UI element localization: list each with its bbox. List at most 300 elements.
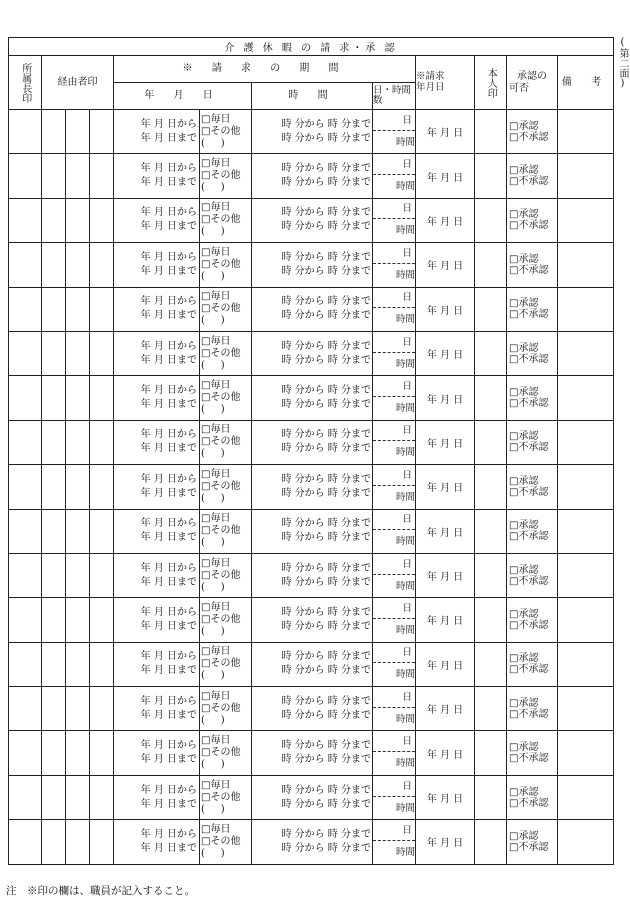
remarks-cell[interactable] — [558, 376, 614, 420]
request-date-cell[interactable]: 年 月 日 — [416, 331, 475, 375]
via-seal-cell[interactable] — [66, 110, 90, 154]
via-seal-cell[interactable] — [42, 331, 66, 375]
approval-cell[interactable] — [507, 509, 558, 553]
date-from-text: 年 月 日から — [140, 695, 197, 707]
self-seal-cell[interactable] — [475, 731, 507, 775]
day-option-cell[interactable] — [200, 731, 252, 775]
section-chief-seal-cell[interactable] — [9, 376, 42, 420]
checkbox-daily[interactable]: □毎日 — [201, 779, 231, 791]
other-paren-field[interactable]: ( ) — [201, 537, 225, 549]
self-seal-cell[interactable] — [475, 287, 507, 331]
request-date-cell[interactable]: 年 月 日 — [416, 465, 475, 509]
days-hours-cell[interactable] — [373, 198, 416, 242]
checkbox-daily[interactable]: □毎日 — [201, 202, 231, 214]
via-seal-cell[interactable] — [42, 287, 66, 331]
time-range-cell[interactable] — [252, 331, 373, 375]
section-chief-seal-cell[interactable] — [9, 465, 42, 509]
days-hours-cell[interactable] — [373, 820, 416, 864]
via-seal-cell[interactable] — [90, 243, 114, 287]
time-line-2: 時 分から 時 分まで — [281, 310, 371, 322]
form-row — [9, 154, 614, 198]
date-range-cell[interactable] — [114, 110, 200, 154]
checkbox-other[interactable]: □その他 — [201, 658, 241, 670]
via-seal-cell[interactable] — [66, 154, 90, 198]
days-hours-cell[interactable] — [373, 509, 416, 553]
other-paren-field[interactable]: ( ) — [201, 492, 225, 504]
other-paren-field[interactable]: ( ) — [201, 448, 225, 460]
self-seal-cell[interactable] — [475, 598, 507, 642]
checkbox-approved[interactable]: □承認 — [509, 387, 539, 399]
day-option-cell[interactable] — [200, 287, 252, 331]
date-range-cell[interactable] — [114, 687, 200, 731]
request-date-cell[interactable]: 年 月 日 — [416, 243, 475, 287]
day-option-cell[interactable] — [200, 642, 252, 686]
time-range-cell[interactable] — [252, 553, 373, 597]
other-paren-field[interactable]: ( ) — [201, 182, 225, 194]
time-range-cell[interactable] — [252, 598, 373, 642]
remarks-cell[interactable] — [558, 642, 614, 686]
section-chief-seal-cell[interactable] — [9, 154, 42, 198]
checkbox-approved[interactable]: □承認 — [509, 475, 539, 487]
approval-cell[interactable] — [507, 376, 558, 420]
approval-cell[interactable] — [507, 465, 558, 509]
via-seal-cell[interactable] — [66, 376, 90, 420]
checkbox-daily[interactable]: □毎日 — [201, 380, 231, 392]
checkbox-approved[interactable]: □承認 — [509, 120, 539, 132]
via-seal-cell[interactable] — [42, 420, 66, 464]
self-seal-cell[interactable] — [475, 687, 507, 731]
via-seal-cell[interactable] — [66, 420, 90, 464]
via-seal-cell[interactable] — [42, 465, 66, 509]
date-from-text: 年 月 日から — [140, 606, 197, 618]
self-seal-cell[interactable] — [475, 642, 507, 686]
via-seal-cell[interactable] — [66, 731, 90, 775]
days-hours-cell[interactable] — [373, 287, 416, 331]
time-range-cell[interactable] — [252, 642, 373, 686]
via-seal-cell[interactable] — [42, 154, 66, 198]
checkbox-not-approved[interactable]: □不承認 — [509, 619, 549, 631]
other-paren-field[interactable]: ( ) — [201, 270, 225, 282]
via-seal-cell[interactable] — [90, 553, 114, 597]
date-range-cell[interactable] — [114, 820, 200, 864]
self-seal-cell[interactable] — [475, 553, 507, 597]
other-paren-field[interactable]: ( ) — [201, 226, 225, 238]
other-paren-field[interactable]: ( ) — [201, 315, 225, 327]
time-range-cell[interactable] — [252, 687, 373, 731]
time-range-cell[interactable] — [252, 420, 373, 464]
remarks-cell[interactable] — [558, 553, 614, 597]
request-date-cell[interactable]: 年 月 日 — [416, 110, 475, 154]
remarks-cell[interactable] — [558, 154, 614, 198]
request-date-cell[interactable]: 年 月 日 — [416, 687, 475, 731]
approval-cell[interactable] — [507, 553, 558, 597]
day-option-cell[interactable] — [200, 775, 252, 819]
time-range-cell[interactable] — [252, 154, 373, 198]
approval-cell[interactable] — [507, 642, 558, 686]
via-seal-cell[interactable] — [66, 687, 90, 731]
day-option-cell[interactable] — [200, 465, 252, 509]
days-hours-cell[interactable] — [373, 376, 416, 420]
checkbox-approved[interactable]: □承認 — [509, 253, 539, 265]
via-seal-cell[interactable] — [90, 775, 114, 819]
section-chief-seal-cell[interactable] — [9, 287, 42, 331]
via-seal-cell[interactable] — [66, 465, 90, 509]
section-chief-seal-cell[interactable] — [9, 820, 42, 864]
other-paren-field[interactable]: ( ) — [201, 625, 225, 637]
via-seal-cell[interactable] — [66, 243, 90, 287]
date-range-cell[interactable] — [114, 775, 200, 819]
via-seal-cell[interactable] — [66, 598, 90, 642]
days-hours-cell[interactable] — [373, 598, 416, 642]
section-chief-seal-cell[interactable] — [9, 198, 42, 242]
remarks-cell[interactable] — [558, 110, 614, 154]
checkbox-approved[interactable]: □承認 — [509, 786, 539, 798]
day-option-cell[interactable] — [200, 154, 252, 198]
date-range-cell[interactable] — [114, 154, 200, 198]
remarks-cell[interactable] — [558, 243, 614, 287]
checkbox-not-approved[interactable]: □不承認 — [509, 841, 549, 853]
day-unit: 日 — [373, 111, 415, 131]
date-range-cell[interactable] — [114, 331, 200, 375]
checkbox-approved[interactable]: □承認 — [509, 298, 539, 310]
remarks-cell[interactable] — [558, 198, 614, 242]
checkbox-not-approved[interactable]: □不承認 — [509, 220, 549, 232]
checkbox-other[interactable]: □その他 — [201, 702, 241, 714]
checkbox-not-approved[interactable]: □不承認 — [509, 575, 549, 587]
via-seal-cell[interactable] — [66, 509, 90, 553]
remarks-cell[interactable] — [558, 775, 614, 819]
approval-cell[interactable] — [507, 687, 558, 731]
time-line-1: 時 分から 時 分まで — [281, 473, 371, 485]
other-paren-field[interactable]: ( ) — [201, 670, 225, 682]
via-seal-cell[interactable] — [90, 731, 114, 775]
section-chief-seal-cell[interactable] — [9, 642, 42, 686]
checkbox-not-approved[interactable]: □不承認 — [509, 442, 549, 454]
via-seal-cell[interactable] — [90, 110, 114, 154]
section-chief-seal-cell[interactable] — [9, 331, 42, 375]
checkbox-daily[interactable]: □毎日 — [201, 291, 231, 303]
day-option-cell[interactable] — [200, 331, 252, 375]
via-seal-cell[interactable] — [66, 553, 90, 597]
other-paren-field[interactable]: ( ) — [201, 581, 225, 593]
checkbox-daily[interactable]: □毎日 — [201, 468, 231, 480]
remarks-cell[interactable] — [558, 687, 614, 731]
self-seal-cell[interactable] — [475, 420, 507, 464]
approval-cell[interactable] — [507, 154, 558, 198]
checkbox-daily[interactable]: □毎日 — [201, 557, 231, 569]
date-range-cell[interactable] — [114, 598, 200, 642]
remarks-cell[interactable] — [558, 509, 614, 553]
checkbox-daily[interactable]: □毎日 — [201, 735, 231, 747]
days-hours-cell[interactable] — [373, 243, 416, 287]
day-option-cell[interactable] — [200, 509, 252, 553]
time-range-cell[interactable] — [252, 198, 373, 242]
checkbox-approved[interactable]: □承認 — [509, 830, 539, 842]
via-seal-cell[interactable] — [90, 509, 114, 553]
remarks-cell[interactable] — [558, 465, 614, 509]
request-date-cell[interactable]: 年 月 日 — [416, 598, 475, 642]
date-range-cell[interactable] — [114, 287, 200, 331]
checkbox-not-approved[interactable]: □不承認 — [509, 176, 549, 188]
time-range-cell[interactable] — [252, 731, 373, 775]
self-seal-cell[interactable] — [475, 820, 507, 864]
time-range-cell[interactable] — [252, 376, 373, 420]
checkbox-other[interactable]: □その他 — [201, 525, 241, 537]
date-range-cell[interactable] — [114, 509, 200, 553]
date-range-cell[interactable] — [114, 465, 200, 509]
days-hours-cell[interactable] — [373, 154, 416, 198]
days-hours-cell[interactable] — [373, 687, 416, 731]
checkbox-not-approved[interactable]: □不承認 — [509, 797, 549, 809]
via-seal-cell[interactable] — [90, 820, 114, 864]
request-date-cell[interactable]: 年 月 日 — [416, 642, 475, 686]
request-date-cell[interactable]: 年 月 日 — [416, 509, 475, 553]
day-option-cell[interactable] — [200, 420, 252, 464]
checkbox-approved[interactable]: □承認 — [509, 165, 539, 177]
checkbox-daily[interactable]: □毎日 — [201, 113, 231, 125]
date-range-cell[interactable] — [114, 243, 200, 287]
time-line-2: 時 分から 時 分まで — [281, 842, 371, 854]
section-chief-seal-cell[interactable] — [9, 731, 42, 775]
via-seal-cell[interactable] — [66, 198, 90, 242]
checkbox-not-approved[interactable]: □不承認 — [509, 353, 549, 365]
day-option-cell[interactable] — [200, 110, 252, 154]
approval-cell[interactable] — [507, 420, 558, 464]
remarks-cell[interactable] — [558, 420, 614, 464]
hour-unit: 時間 — [395, 580, 415, 592]
via-seal-cell[interactable] — [42, 642, 66, 686]
date-range-cell[interactable] — [114, 731, 200, 775]
date-range-cell[interactable] — [114, 420, 200, 464]
via-seal-cell[interactable] — [90, 331, 114, 375]
checkbox-daily[interactable]: □毎日 — [201, 158, 231, 170]
checkbox-daily[interactable]: □毎日 — [201, 424, 231, 436]
request-date-cell[interactable]: 年 月 日 — [416, 154, 475, 198]
remarks-cell[interactable] — [558, 820, 614, 864]
via-seal-cell[interactable] — [90, 287, 114, 331]
checkbox-not-approved[interactable]: □不承認 — [509, 531, 549, 543]
checkbox-other[interactable]: □その他 — [201, 258, 241, 270]
days-hours-cell[interactable] — [373, 110, 416, 154]
checkbox-other[interactable]: □その他 — [201, 347, 241, 359]
via-seal-cell[interactable] — [42, 509, 66, 553]
checkbox-daily[interactable]: □毎日 — [201, 646, 231, 658]
checkbox-other[interactable]: □その他 — [201, 392, 241, 404]
via-seal-cell[interactable] — [66, 820, 90, 864]
via-seal-cell[interactable] — [66, 642, 90, 686]
date-range-cell[interactable] — [114, 376, 200, 420]
via-seal-cell[interactable] — [42, 731, 66, 775]
time-range-cell[interactable] — [252, 243, 373, 287]
time-range-cell[interactable] — [252, 287, 373, 331]
checkbox-approved[interactable]: □承認 — [509, 342, 539, 354]
date-to-text: 年 月 日まで — [140, 132, 197, 144]
checkbox-not-approved[interactable]: □不承認 — [509, 486, 549, 498]
checkbox-not-approved[interactable]: □不承認 — [509, 309, 549, 321]
via-seal-cell[interactable] — [90, 376, 114, 420]
days-hours-cell[interactable] — [373, 731, 416, 775]
approval-cell[interactable] — [507, 331, 558, 375]
via-seal-cell[interactable] — [42, 376, 66, 420]
request-date-cell[interactable]: 年 月 日 — [416, 287, 475, 331]
self-seal-cell[interactable] — [475, 376, 507, 420]
day-option-cell[interactable] — [200, 820, 252, 864]
via-seal-cell[interactable] — [42, 110, 66, 154]
days-hours-cell[interactable] — [373, 465, 416, 509]
other-paren-field[interactable]: ( ) — [201, 847, 225, 859]
checkbox-other[interactable]: □その他 — [201, 613, 241, 625]
approval-cell[interactable] — [507, 287, 558, 331]
request-date-cell[interactable]: 年 月 日 — [416, 553, 475, 597]
day-option-cell[interactable] — [200, 687, 252, 731]
section-chief-seal-cell[interactable] — [9, 243, 42, 287]
checkbox-not-approved[interactable]: □不承認 — [509, 708, 549, 720]
self-seal-cell[interactable] — [475, 110, 507, 154]
checkbox-other[interactable]: □その他 — [201, 569, 241, 581]
day-option-cell[interactable] — [200, 553, 252, 597]
days-hours-cell[interactable] — [373, 331, 416, 375]
days-hours-cell[interactable] — [373, 553, 416, 597]
checkbox-approved[interactable]: □承認 — [509, 742, 539, 754]
checkbox-other[interactable]: □その他 — [201, 835, 241, 847]
via-seal-cell[interactable] — [90, 465, 114, 509]
remarks-cell[interactable] — [558, 287, 614, 331]
time-line-2: 時 分から 時 分まで — [281, 399, 371, 411]
date-range-cell[interactable] — [114, 553, 200, 597]
day-unit: 日 — [373, 288, 415, 308]
checkbox-other[interactable]: □その他 — [201, 170, 241, 182]
via-seal-cell[interactable] — [42, 775, 66, 819]
section-chief-seal-cell[interactable] — [9, 598, 42, 642]
checkbox-other[interactable]: □その他 — [201, 214, 241, 226]
checkbox-not-approved[interactable]: □不承認 — [509, 753, 549, 765]
checkbox-approved[interactable]: □承認 — [509, 653, 539, 665]
self-seal-cell[interactable] — [475, 331, 507, 375]
via-seal-cell[interactable] — [66, 287, 90, 331]
other-paren-field[interactable]: ( ) — [201, 404, 225, 416]
checkbox-daily[interactable]: □毎日 — [201, 513, 231, 525]
remarks-cell[interactable] — [558, 598, 614, 642]
date-range-cell[interactable] — [114, 198, 200, 242]
via-seal-cell[interactable] — [90, 154, 114, 198]
remarks-cell[interactable] — [558, 731, 614, 775]
checkbox-approved[interactable]: □承認 — [509, 431, 539, 443]
via-seal-cell[interactable] — [90, 642, 114, 686]
via-seal-cell[interactable] — [90, 598, 114, 642]
via-seal-cell[interactable] — [42, 687, 66, 731]
day-option-cell[interactable] — [200, 198, 252, 242]
via-seal-cell[interactable] — [42, 553, 66, 597]
remarks-cell[interactable] — [558, 331, 614, 375]
section-chief-seal-cell[interactable] — [9, 509, 42, 553]
self-seal-cell[interactable] — [475, 154, 507, 198]
checkbox-daily[interactable]: □毎日 — [201, 823, 231, 835]
request-date-cell[interactable]: 年 月 日 — [416, 775, 475, 819]
self-seal-cell[interactable] — [475, 465, 507, 509]
request-date-cell[interactable]: 年 月 日 — [416, 820, 475, 864]
section-chief-seal-cell[interactable] — [9, 687, 42, 731]
via-seal-cell[interactable] — [90, 687, 114, 731]
via-seal-cell[interactable] — [42, 243, 66, 287]
day-option-cell[interactable] — [200, 243, 252, 287]
via-seal-cell[interactable] — [42, 598, 66, 642]
checkbox-other[interactable]: □その他 — [201, 303, 241, 315]
checkbox-approved[interactable]: □承認 — [509, 697, 539, 709]
checkbox-not-approved[interactable]: □不承認 — [509, 398, 549, 410]
approval-cell[interactable] — [507, 198, 558, 242]
time-range-cell[interactable] — [252, 775, 373, 819]
via-seal-cell[interactable] — [90, 198, 114, 242]
approval-cell[interactable] — [507, 775, 558, 819]
self-seal-cell[interactable] — [475, 198, 507, 242]
days-hours-cell[interactable] — [373, 642, 416, 686]
days-hours-cell[interactable] — [373, 420, 416, 464]
checkbox-daily[interactable]: □毎日 — [201, 690, 231, 702]
via-seal-cell[interactable] — [90, 420, 114, 464]
request-date-cell[interactable]: 年 月 日 — [416, 198, 475, 242]
checkbox-daily[interactable]: □毎日 — [201, 246, 231, 258]
days-hours-cell[interactable] — [373, 775, 416, 819]
checkbox-not-approved[interactable]: □不承認 — [509, 131, 549, 143]
via-seal-cell[interactable] — [66, 331, 90, 375]
section-chief-seal-cell[interactable] — [9, 775, 42, 819]
checkbox-other[interactable]: □その他 — [201, 747, 241, 759]
approval-cell[interactable] — [507, 243, 558, 287]
other-paren-field[interactable]: ( ) — [201, 759, 225, 771]
time-range-cell[interactable] — [252, 509, 373, 553]
self-seal-cell[interactable] — [475, 775, 507, 819]
approval-cell[interactable] — [507, 820, 558, 864]
via-seal-cell[interactable] — [66, 775, 90, 819]
time-range-cell[interactable] — [252, 820, 373, 864]
approval-cell[interactable] — [507, 110, 558, 154]
checkbox-other[interactable]: □その他 — [201, 791, 241, 803]
checkbox-daily[interactable]: □毎日 — [201, 601, 231, 613]
checkbox-approved[interactable]: □承認 — [509, 608, 539, 620]
self-seal-cell[interactable] — [475, 509, 507, 553]
request-date-cell[interactable]: 年 月 日 — [416, 376, 475, 420]
checkbox-approved[interactable]: □承認 — [509, 564, 539, 576]
checkbox-other[interactable]: □その他 — [201, 125, 241, 137]
date-range-cell[interactable] — [114, 642, 200, 686]
checkbox-approved[interactable]: □承認 — [509, 520, 539, 532]
request-date-cell[interactable]: 年 月 日 — [416, 420, 475, 464]
day-option-cell[interactable] — [200, 376, 252, 420]
day-option-cell[interactable] — [200, 598, 252, 642]
time-range-cell[interactable] — [252, 465, 373, 509]
approval-cell[interactable] — [507, 598, 558, 642]
time-range-cell[interactable] — [252, 110, 373, 154]
section-chief-seal-cell[interactable] — [9, 110, 42, 154]
section-chief-seal-cell[interactable] — [9, 553, 42, 597]
self-seal-cell[interactable] — [475, 243, 507, 287]
approval-cell[interactable] — [507, 731, 558, 775]
checkbox-other[interactable]: □その他 — [201, 436, 241, 448]
other-paren-field[interactable]: ( ) — [201, 803, 225, 815]
other-paren-field[interactable]: ( ) — [201, 137, 225, 149]
checkbox-daily[interactable]: □毎日 — [201, 335, 231, 347]
other-paren-field[interactable]: ( ) — [201, 359, 225, 371]
checkbox-not-approved[interactable]: □不承認 — [509, 264, 549, 276]
section-chief-seal-cell[interactable] — [9, 420, 42, 464]
checkbox-approved[interactable]: □承認 — [509, 209, 539, 221]
checkbox-not-approved[interactable]: □不承認 — [509, 664, 549, 676]
checkbox-other[interactable]: □その他 — [201, 480, 241, 492]
request-date-cell[interactable]: 年 月 日 — [416, 731, 475, 775]
other-paren-field[interactable]: ( ) — [201, 714, 225, 726]
via-seal-cell[interactable] — [42, 198, 66, 242]
via-seal-cell[interactable] — [42, 820, 66, 864]
